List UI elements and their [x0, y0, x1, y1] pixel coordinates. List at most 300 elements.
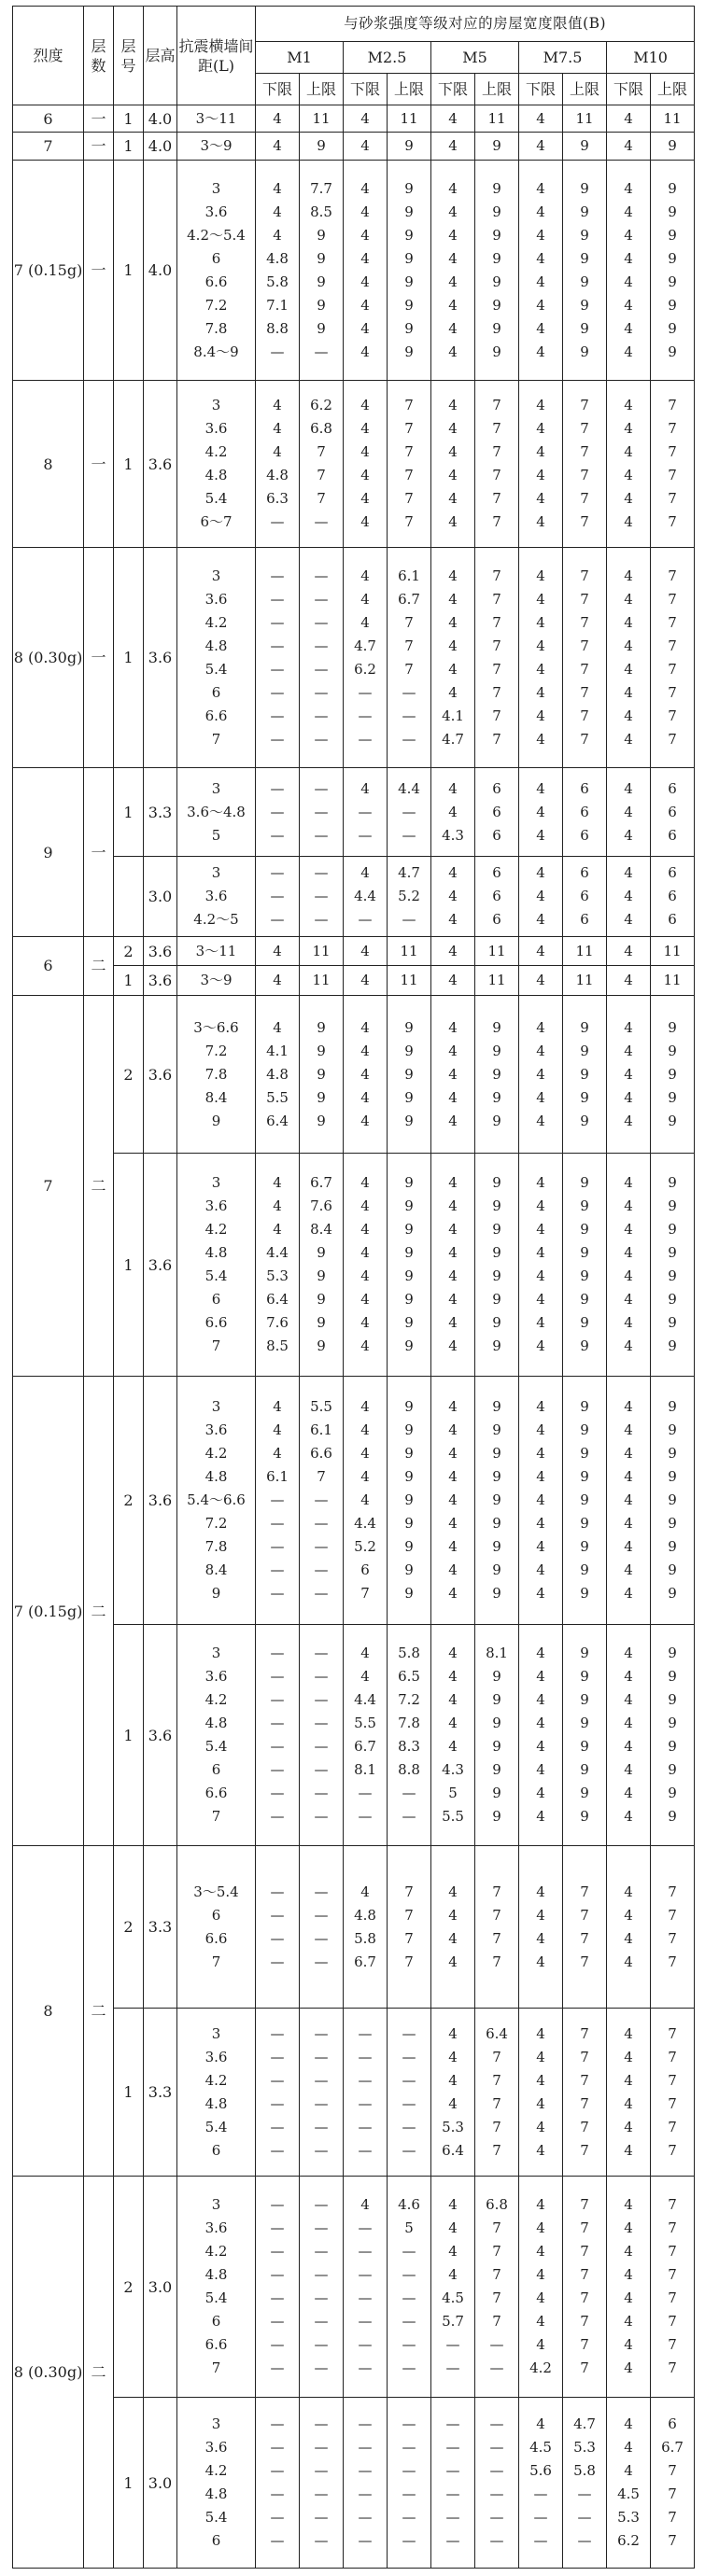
- limit-value: 4: [448, 420, 458, 438]
- limit-value: 9: [580, 1174, 589, 1192]
- limit-value: 4: [536, 1112, 545, 1129]
- limit-value: —: [533, 2485, 548, 2503]
- limit-value: 6.8: [310, 420, 332, 438]
- limit-cell: [388, 996, 431, 1154]
- limit-value: —: [270, 567, 285, 584]
- limit-value: 7: [492, 1883, 501, 1900]
- limit-value: 7: [668, 2462, 677, 2480]
- limit-value: 7: [668, 613, 677, 631]
- limit-value: 7: [580, 420, 589, 438]
- limit-value: 9: [668, 1668, 677, 1686]
- layers-cell: 二: [84, 936, 114, 995]
- limit-value: —: [314, 660, 329, 678]
- limit-value: 9: [492, 1244, 501, 1262]
- limit-value: 7: [668, 2509, 677, 2527]
- table-row: [13, 133, 695, 160]
- limit-value: —: [314, 779, 329, 797]
- limit-value: —: [270, 2462, 285, 2480]
- limit-value: 4: [624, 1197, 633, 1215]
- limit-value: 7: [668, 590, 677, 608]
- limit-value: 5.5: [310, 1398, 332, 1416]
- limit-value: 6: [580, 779, 589, 797]
- limit-value: —: [270, 2289, 285, 2307]
- limit-cell: [431, 547, 475, 768]
- limit-value: 9: [668, 1221, 677, 1239]
- limit-cell: [519, 1154, 563, 1377]
- limit-value: 9: [317, 1112, 326, 1129]
- limit-value: 4: [448, 1953, 458, 1970]
- limit-cell: [651, 857, 695, 937]
- limit-value: 4: [536, 397, 545, 414]
- limit-value: —: [314, 1715, 329, 1732]
- limit-value: 4.5: [529, 2439, 552, 2457]
- limit-value: 4: [624, 1953, 633, 1970]
- floor-cell: 1: [114, 381, 144, 547]
- limit-value: 8.5: [310, 203, 332, 220]
- limit-value: —: [489, 2336, 504, 2354]
- limit-value: 6.1: [266, 1468, 289, 1486]
- limit-cell: [300, 768, 344, 857]
- limit-value: 5.3: [266, 1267, 289, 1285]
- limit-value: 7.2: [398, 1691, 420, 1709]
- limit-value: —: [358, 707, 373, 724]
- spacing-value: 3～9: [200, 972, 233, 989]
- limit-value: 7: [668, 420, 677, 438]
- limit-value: 9: [404, 273, 414, 290]
- limit-value: 9: [668, 1585, 677, 1603]
- limit-value: 4: [624, 226, 633, 244]
- limit-cell: [475, 996, 519, 1154]
- spacing-value: 7: [211, 1953, 221, 1970]
- spacing-value: 4.8: [204, 467, 228, 484]
- limit-value: 9: [404, 1112, 414, 1129]
- limit-value: 9: [492, 1291, 501, 1309]
- limit-value: 9: [580, 273, 589, 290]
- limit-value: —: [402, 2415, 416, 2433]
- limit-value: 7: [668, 1929, 677, 1947]
- limit-value: 9: [668, 136, 677, 154]
- limit-value: 4.6: [398, 2196, 420, 2214]
- limit-value: —: [533, 2509, 548, 2527]
- limit-cell: [344, 133, 388, 160]
- limit-value: 11: [400, 942, 418, 959]
- limit-value: —: [314, 343, 329, 360]
- limit-value: —: [270, 1691, 285, 1709]
- limit-value: 4: [624, 2094, 633, 2112]
- limit-value: 9: [404, 1088, 414, 1106]
- limit-value: 9: [404, 249, 414, 267]
- height-cell: 3.0: [144, 2398, 177, 2569]
- limit-value: —: [314, 2289, 329, 2307]
- floor-cell: 1: [114, 1154, 144, 1377]
- limit-value: 9: [317, 1291, 326, 1309]
- limit-value: 7: [580, 2196, 589, 2214]
- limit-value: 4: [360, 1267, 370, 1285]
- limit-value: 4: [536, 1018, 545, 1036]
- limit-value: 7: [668, 2243, 677, 2261]
- limit-cell: [563, 936, 607, 966]
- header-upper: 上限: [475, 74, 519, 105]
- spacing-value: 4.8: [204, 1244, 228, 1262]
- limit-value: 7: [492, 490, 501, 508]
- limit-value: —: [314, 2266, 329, 2284]
- limit-value: —: [270, 2313, 285, 2331]
- limit-cell: [651, 1625, 695, 1846]
- limit-value: 6: [580, 911, 589, 929]
- limit-value: —: [358, 2336, 373, 2354]
- limit-cell: [431, 768, 475, 857]
- limit-value: 9: [317, 1042, 326, 1059]
- limit-value: 9: [492, 1445, 501, 1463]
- limit-value: 4: [360, 942, 370, 959]
- limit-value: 9: [492, 1561, 501, 1579]
- spacing-value: 9: [211, 1112, 221, 1129]
- limit-value: 4: [448, 1112, 458, 1129]
- limit-value: 4: [360, 1883, 370, 1900]
- limit-value: 7: [580, 2219, 589, 2237]
- limit-value: 11: [487, 972, 506, 989]
- limit-value: 9: [668, 1515, 677, 1533]
- limit-value: 9: [404, 1421, 414, 1439]
- floor-cell: 1: [114, 2008, 144, 2176]
- limit-value: 9: [317, 1065, 326, 1083]
- limit-cell: [607, 133, 651, 160]
- limit-value: 4: [536, 1337, 545, 1355]
- limit-value: —: [402, 1808, 416, 1826]
- limit-value: 4.1: [266, 1042, 289, 1059]
- limit-value: —: [270, 2439, 285, 2457]
- limit-value: 7: [317, 1468, 326, 1486]
- limit-cell: [344, 105, 388, 133]
- limit-value: —: [314, 1491, 329, 1509]
- limit-value: 4: [624, 1042, 633, 1059]
- limit-value: 9: [492, 1267, 501, 1285]
- limit-value: 4: [536, 567, 545, 584]
- limit-value: 7: [404, 490, 414, 508]
- limit-value: 4: [360, 1112, 370, 1129]
- intensity-cell: 7 (0.15g): [13, 1377, 84, 1846]
- spacing-value: 4.2: [204, 1445, 228, 1463]
- limit-cell: [388, 2008, 431, 2176]
- layers-cell: 一: [84, 381, 114, 547]
- limit-cell: [607, 1154, 651, 1377]
- spacing-value: 3: [211, 179, 221, 197]
- limit-value: 4: [448, 683, 458, 701]
- intensity-cell: 7 (0.15g): [13, 160, 84, 381]
- limit-value: 9: [404, 226, 414, 244]
- layers-cell: 二: [84, 1846, 114, 2177]
- limit-value: 9: [580, 1468, 589, 1486]
- limit-value: —: [402, 2336, 416, 2354]
- table-row: [13, 1846, 695, 2009]
- limit-value: —: [314, 1785, 329, 1802]
- limit-value: 7: [668, 2071, 677, 2089]
- limit-value: 4: [273, 972, 282, 989]
- limit-value: 4: [448, 660, 458, 678]
- limit-value: 4: [448, 590, 458, 608]
- limit-value: —: [358, 911, 373, 929]
- height-cell: 3.6: [144, 966, 177, 996]
- limit-value: —: [489, 2485, 504, 2503]
- limit-value: 7: [492, 2071, 501, 2089]
- limit-value: 9: [492, 1585, 501, 1603]
- limit-value: —: [445, 2509, 460, 2527]
- spacing-value: 3～6.6: [193, 1018, 239, 1036]
- limit-value: 9: [492, 136, 501, 154]
- limit-value: 4: [536, 707, 545, 724]
- limit-value: 4: [624, 1785, 633, 1802]
- header-grade: M7.5: [519, 42, 607, 74]
- limit-cell: [519, 768, 563, 857]
- spacing-cell: [177, 2008, 256, 2176]
- limit-value: 4: [448, 1337, 458, 1355]
- limit-value: 4: [624, 730, 633, 748]
- width-limit-table: [12, 6, 695, 2569]
- limit-value: 7: [492, 567, 501, 584]
- limit-value: 11: [400, 109, 418, 127]
- spacing-value: 8.4: [204, 1561, 228, 1579]
- limit-value: 4.4: [354, 888, 376, 905]
- limit-value: 4: [536, 1761, 545, 1779]
- limit-cell: [607, 1625, 651, 1846]
- layers-cell: 一: [84, 768, 114, 936]
- limit-value: 4: [624, 2415, 633, 2433]
- header-lower: 下限: [431, 74, 475, 105]
- limit-value: 4: [360, 1221, 370, 1239]
- limit-value: 9: [492, 1065, 501, 1083]
- limit-value: 7: [360, 1585, 370, 1603]
- layers-cell: 二: [84, 2177, 114, 2569]
- table-row: [13, 160, 695, 381]
- limit-value: —: [358, 2118, 373, 2135]
- limit-value: —: [270, 888, 285, 905]
- limit-value: 5.8: [573, 2462, 596, 2480]
- limit-value: 4: [360, 1244, 370, 1262]
- limit-value: 7: [404, 467, 414, 484]
- limit-cell: [300, 2008, 344, 2176]
- limit-cell: [607, 1846, 651, 2009]
- table-row: [13, 547, 695, 768]
- layers-cell: 二: [84, 1377, 114, 1846]
- limit-value: —: [270, 513, 285, 531]
- limit-value: 6: [580, 803, 589, 820]
- limit-value: 7: [492, 2094, 501, 2112]
- limit-value: 9: [668, 1538, 677, 1556]
- limit-value: 9: [492, 1112, 501, 1129]
- limit-cell: [344, 768, 388, 857]
- limit-value: —: [358, 2243, 373, 2261]
- limit-value: —: [270, 683, 285, 701]
- limit-value: 4: [536, 2118, 545, 2135]
- limit-value: —: [445, 2462, 460, 2480]
- limit-value: 4: [624, 1112, 633, 1129]
- limit-value: 8.8: [266, 319, 289, 337]
- limit-cell: [300, 1154, 344, 1377]
- limit-value: 4: [360, 1337, 370, 1355]
- limit-value: 7: [492, 1929, 501, 1947]
- limit-value: 7: [404, 1929, 414, 1947]
- spacing-value: 5: [211, 826, 221, 844]
- limit-value: 4: [273, 179, 282, 197]
- limit-cell: [256, 996, 300, 1154]
- limit-cell: [256, 966, 300, 996]
- spacing-value: 3: [211, 2415, 221, 2433]
- limit-value: 9: [492, 179, 501, 197]
- limit-value: 4: [448, 1065, 458, 1083]
- limit-cell: [475, 133, 519, 160]
- limit-value: 4: [360, 397, 370, 414]
- header-lower: 下限: [607, 74, 651, 105]
- limit-value: 11: [663, 942, 682, 959]
- limit-value: —: [270, 2196, 285, 2214]
- spacing-cell: [177, 1846, 256, 2009]
- limit-value: 9: [580, 1785, 589, 1802]
- limit-value: 4: [536, 2415, 545, 2433]
- limit-value: 4: [448, 1314, 458, 1332]
- spacing-value: 5.4: [204, 2289, 228, 2307]
- limit-value: 9: [580, 1515, 589, 1533]
- limit-value: —: [445, 2439, 460, 2457]
- limit-cell: [475, 2398, 519, 2569]
- limit-cell: [388, 936, 431, 966]
- limit-value: —: [402, 2289, 416, 2307]
- limit-value: —: [445, 2359, 460, 2377]
- limit-value: 9: [668, 343, 677, 360]
- limit-value: 8.3: [398, 1738, 420, 1756]
- spacing-value: 7.2: [204, 296, 228, 314]
- limit-cell: [607, 381, 651, 547]
- limit-value: —: [402, 2266, 416, 2284]
- limit-value: 6: [492, 864, 501, 882]
- spacing-cell: [177, 133, 256, 160]
- spacing-value: 4.2: [204, 2243, 228, 2261]
- limit-cell: [519, 547, 563, 768]
- limit-value: 4: [624, 1468, 633, 1486]
- limit-value: 7: [580, 1929, 589, 1947]
- limit-value: 4: [624, 1538, 633, 1556]
- limit-value: 6.6: [310, 1445, 332, 1463]
- limit-value: 7: [580, 613, 589, 631]
- floor-cell: 1: [114, 547, 144, 768]
- limit-value: —: [358, 2289, 373, 2307]
- limit-value: 9: [580, 1538, 589, 1556]
- limit-value: —: [358, 1785, 373, 1802]
- limit-cell: [651, 966, 695, 996]
- limit-value: 9: [492, 1468, 501, 1486]
- limit-value: 4: [536, 1088, 545, 1106]
- limit-value: 4: [273, 1445, 282, 1463]
- spacing-value: 3.6: [204, 1421, 228, 1439]
- limit-value: —: [358, 2141, 373, 2159]
- limit-value: —: [314, 864, 329, 882]
- spacing-value: 5.4～6.6: [187, 1491, 246, 1509]
- spacing-value: 4.2: [204, 613, 228, 631]
- spacing-cell: [177, 2177, 256, 2398]
- limit-value: 4: [624, 2313, 633, 2331]
- limit-value: 4: [536, 1883, 545, 1900]
- limit-value: 4: [448, 1267, 458, 1285]
- limit-value: 7: [492, 467, 501, 484]
- limit-cell: [388, 381, 431, 547]
- limit-value: 4: [624, 911, 633, 929]
- limit-value: 9: [404, 319, 414, 337]
- limit-value: 9: [668, 1042, 677, 1059]
- limit-value: 4.1: [442, 707, 464, 724]
- limit-value: 4: [536, 1221, 545, 1239]
- limit-value: —: [270, 2336, 285, 2354]
- limit-value: 7: [580, 2141, 589, 2159]
- limit-value: —: [314, 888, 329, 905]
- limit-value: 9: [404, 343, 414, 360]
- limit-cell: [519, 966, 563, 996]
- limit-value: 7: [668, 467, 677, 484]
- limit-value: 9: [492, 226, 501, 244]
- limit-cell: [344, 381, 388, 547]
- spacing-value: 7.2: [204, 1515, 228, 1533]
- limit-value: 6: [492, 803, 501, 820]
- limit-cell: [651, 105, 695, 133]
- limit-value: —: [402, 707, 416, 724]
- limit-cell: [256, 936, 300, 966]
- limit-value: 7: [580, 590, 589, 608]
- limit-value: 5.8: [354, 1929, 376, 1947]
- limit-value: —: [270, 2219, 285, 2237]
- limit-value: 9: [668, 1761, 677, 1779]
- limit-value: 4: [273, 397, 282, 414]
- limit-value: —: [358, 826, 373, 844]
- limit-value: 9: [404, 1221, 414, 1239]
- limit-value: 4: [624, 513, 633, 531]
- limit-value: —: [314, 2094, 329, 2112]
- limit-value: 4: [536, 1668, 545, 1686]
- limit-value: 9: [580, 1244, 589, 1262]
- limit-value: 4: [448, 637, 458, 654]
- limit-value: 7: [404, 513, 414, 531]
- spacing-value: 7: [211, 730, 221, 748]
- limit-value: 4: [273, 942, 282, 959]
- limit-cell: [256, 2177, 300, 2398]
- limit-value: 7: [668, 2024, 677, 2042]
- limit-value: 4: [624, 660, 633, 678]
- limit-value: —: [402, 2048, 416, 2065]
- limit-value: 4: [448, 1561, 458, 1579]
- limit-value: 9: [580, 296, 589, 314]
- limit-value: 4: [624, 864, 633, 882]
- limit-value: 4: [448, 1715, 458, 1732]
- limit-value: 9: [404, 1197, 414, 1215]
- limit-value: 7: [668, 683, 677, 701]
- header-grade: M2.5: [344, 42, 431, 74]
- limit-value: 4: [624, 296, 633, 314]
- limit-value: 7: [317, 443, 326, 461]
- limit-value: —: [402, 2024, 416, 2042]
- limit-cell: [388, 547, 431, 768]
- limit-value: 6: [668, 864, 677, 882]
- limit-value: 6.7: [354, 1953, 376, 1970]
- limit-value: 4: [360, 1174, 370, 1192]
- limit-value: —: [270, 1761, 285, 1779]
- limit-value: —: [270, 779, 285, 797]
- spacing-cell: [177, 996, 256, 1154]
- limit-value: 4: [536, 1515, 545, 1533]
- limit-value: 4: [624, 490, 633, 508]
- limit-cell: [607, 996, 651, 1154]
- limit-value: 4: [624, 683, 633, 701]
- limit-value: 5.7: [442, 2313, 464, 2331]
- limit-value: 7: [580, 2359, 589, 2377]
- limit-value: 7: [492, 590, 501, 608]
- limit-value: —: [270, 2532, 285, 2550]
